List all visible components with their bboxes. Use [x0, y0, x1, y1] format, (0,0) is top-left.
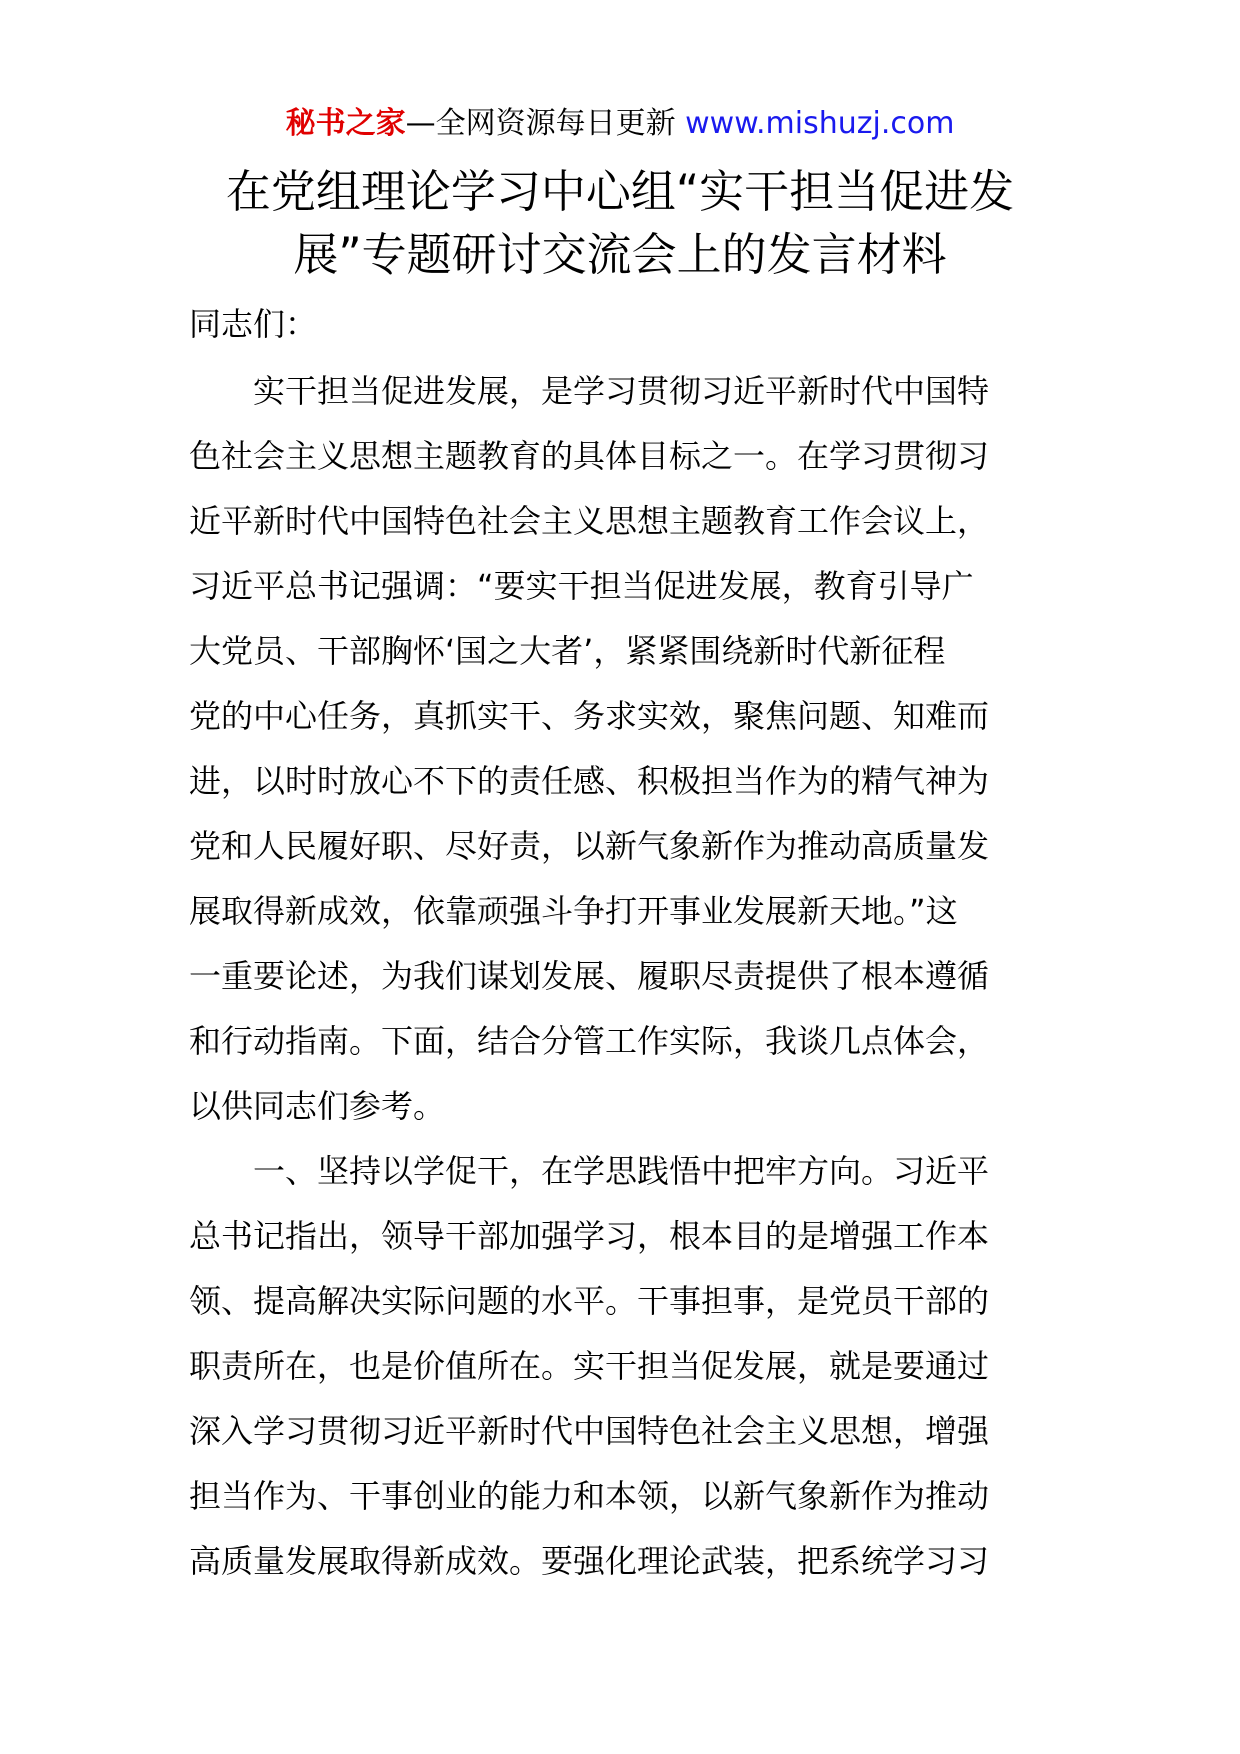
paragraph-line: 党和人民履好职、尽好责，以新气象新作为推动高质量发: [189, 827, 990, 865]
site-brand: 秘书之家: [285, 106, 406, 141]
section-heading-line: 一、坚持以学促干，在学思践悟中把牢方向。习近平: [189, 1152, 990, 1190]
paragraph-line: 职责所在，也是价值所在。实干担当促发展，就是要通过: [189, 1347, 990, 1385]
title-line: 展”专题研讨交流会上的发言材料: [293, 228, 947, 281]
paragraph-line: 领、提高解决实际问题的水平。干事担事，是党员干部的: [189, 1282, 990, 1320]
document-title: [150, 160, 1090, 286]
paragraph-line: 担当作为、干事创业的能力和本领，以新气象新作为推动: [189, 1477, 990, 1515]
paragraph-line: 以供同志们参考。: [189, 1087, 446, 1125]
paragraph-line: 和行动指南。下面，结合分管工作实际，我谈几点体会，: [189, 1022, 990, 1060]
paragraph-line: 展取得新成效，依靠顽强斗争打开事业发展新天地。”这: [189, 892, 958, 930]
paragraph-line: 一重要论述，为我们谋划发展、履职尽责提供了根本遵循: [189, 957, 990, 995]
paragraph-line: 党的中心任务，真抓实干、务求实效，聚焦问题、知难而: [189, 697, 990, 735]
paragraph-line: 高质量发展取得新成效。要强化理论武装，把系统学习习: [189, 1542, 990, 1580]
paragraph-line: 色社会主义思想主题教育的具体目标之一。在学习贯彻习: [189, 437, 990, 475]
paragraph-line: 进，以时时放心不下的责任感、积极担当作为的精气神为: [189, 762, 990, 800]
paragraph-line: 总书记指出，领导干部加强学习，根本目的是增强工作本: [189, 1217, 990, 1255]
paragraph-line: 深入学习贯彻习近平新时代中国特色社会主义思想，增强: [189, 1412, 990, 1450]
paragraph-line: 大党员、干部胸怀‘国之大者’，紧紧围绕新时代新征程: [189, 632, 946, 670]
paragraph-line: 实干担当促进发展，是学习贯彻习近平新时代中国特: [189, 372, 990, 410]
document-body: [189, 294, 1034, 1594]
site-url-link[interactable]: www.mishuzj.com: [685, 106, 955, 141]
paragraph-line: 近平新时代中国特色社会主义思想主题教育工作会议上，: [189, 502, 990, 540]
site-header: [0, 102, 1240, 146]
salutation: 同志们：: [189, 305, 318, 343]
site-tagline: —全网资源每日更新: [405, 106, 686, 141]
title-line: 在党组理论学习中心组“实干担当促进发: [225, 165, 1015, 218]
paragraph-line: 习近平总书记强调：“要实干担当促进发展，教育引导广: [189, 567, 974, 605]
